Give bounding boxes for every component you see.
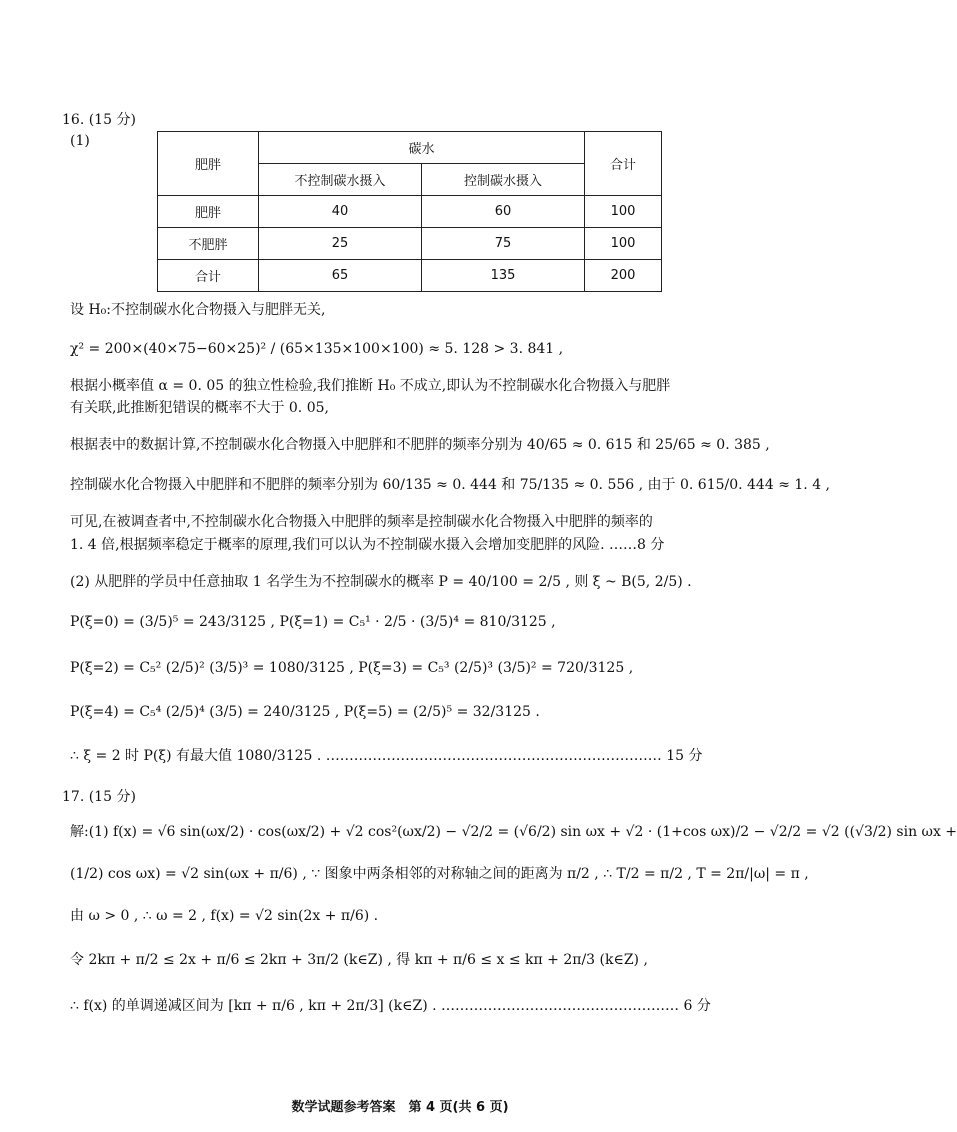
- solution-line: 可见,在被调查者中,不控制碳水化合物摄入中肥胖的频率是控制碳水化合物摄入中肥胖的频率的: [70, 514, 653, 530]
- part-1-label: (1): [70, 133, 90, 149]
- probability-line: P(ξ=0) = (3/5)⁵ = 243/3125 , P(ξ=1) = C₅¹ · 2/5 · (3/5)⁴ = 810/3125 ,: [70, 614, 556, 630]
- row-label: 合计: [158, 260, 259, 292]
- chi-square-formula: χ² = 200×(40×75−60×25)² / (65×135×100×100) ≈ 5. 128 > 3. 841 ,: [70, 341, 564, 357]
- table-cell: 40: [259, 196, 422, 228]
- solution-line: 设 H₀:不控制碳水化合物摄入与肥胖无关,: [70, 302, 326, 318]
- probability-line: P(ξ=4) = C₅⁴ (2/5)⁴ (3/5) = 240/3125 , P(ξ=5) = (2/5)⁵ = 32/3125 .: [70, 704, 540, 720]
- header-no-control: 不控制碳水摄入: [259, 164, 422, 196]
- page-footer: 数学试题参考答案 第 4 页(共 6 页): [291, 1100, 509, 1115]
- table-cell: 100: [585, 228, 662, 260]
- table-cell: 25: [259, 228, 422, 260]
- header-feature: 肥胖: [158, 132, 259, 196]
- header-control: 控制碳水摄入: [422, 164, 585, 196]
- table-cell: 60: [422, 196, 585, 228]
- solution-line: ∴ f(x) 的单调递减区间为 [kπ + π/6 , kπ + 2π/3] (k∈Z) . …………………………………………… 6 分: [70, 998, 711, 1014]
- header-total: 合计: [585, 132, 662, 196]
- conclusion-line: ∴ ξ = 2 时 P(ξ) 有最大值 1080/3125 . ……………………………………………………………… 15 分: [70, 748, 703, 764]
- table-cell: 135: [422, 260, 585, 292]
- header-group: 碳水: [259, 132, 585, 164]
- table-cell: 75: [422, 228, 585, 260]
- question-16-header: 16. (15 分): [62, 112, 136, 128]
- solution-line: 控制碳水化合物摄入中肥胖和不肥胖的频率分别为 60/135 ≈ 0. 444 和 75/135 ≈ 0. 556 , 由于 0. 615/0. 444 ≈ 1. 4 ,: [70, 477, 830, 493]
- table-cell: 65: [259, 260, 422, 292]
- question-17-header: 17. (15 分): [62, 789, 136, 805]
- probability-line: P(ξ=2) = C₅² (2/5)² (3/5)³ = 1080/3125 , P(ξ=3) = C₅³ (2/5)³ (3/5)² = 720/3125 ,: [70, 660, 634, 676]
- solution-line: 1. 4 倍,根据频率稳定于概率的原理,我们可以认为不控制碳水摄入会增加变肥胖的风险. ……8 分: [70, 537, 665, 553]
- solution-line: 根据小概率值 α = 0. 05 的独立性检验,我们推断 H₀ 不成立,即认为不控制碳水化合物摄入与肥胖: [70, 378, 671, 394]
- solution-line: 由 ω > 0 , ∴ ω = 2 , f(x) = √2 sin(2x + π/6) .: [70, 908, 379, 924]
- table-cell: 200: [585, 260, 662, 292]
- solution-line: 有关联,此推断犯错误的概率不大于 0. 05,: [70, 400, 329, 416]
- contingency-table: [157, 131, 662, 292]
- row-label: 肥胖: [158, 196, 259, 228]
- row-label: 不肥胖: [158, 228, 259, 260]
- solution-line: (1/2) cos ωx) = √2 sin(ωx + π/6) , ∵ 图象中两条相邻的对称轴之间的距离为 π/2 , ∴ T/2 = π/2 , T = 2π/|ω| = π ,: [70, 866, 809, 882]
- solution-line: 令 2kπ + π/2 ≤ 2x + π/6 ≤ 2kπ + 3π/2 (k∈Z) , 得 kπ + π/6 ≤ x ≤ kπ + 2π/3 (k∈Z) ,: [70, 952, 648, 968]
- solution-line: 根据表中的数据计算,不控制碳水化合物摄入中肥胖和不肥胖的频率分别为 40/65 ≈ 0. 615 和 25/65 ≈ 0. 385 ,: [70, 437, 770, 453]
- solution-line: 解:(1) f(x) = √6 sin(ωx/2) · cos(ωx/2) + √2 cos²(ωx/2) − √2/2 = (√6/2) sin ωx + √2 · (1+cos ωx)/2 − √2/2 = √2 ((√3/2) sin ωx +: [70, 824, 957, 840]
- part-2-line: (2) 从肥胖的学员中任意抽取 1 名学生为不控制碳水的概率 P = 40/100 = 2/5 , 则 ξ ~ B(5, 2/5) .: [70, 574, 692, 590]
- table-cell: 100: [585, 196, 662, 228]
